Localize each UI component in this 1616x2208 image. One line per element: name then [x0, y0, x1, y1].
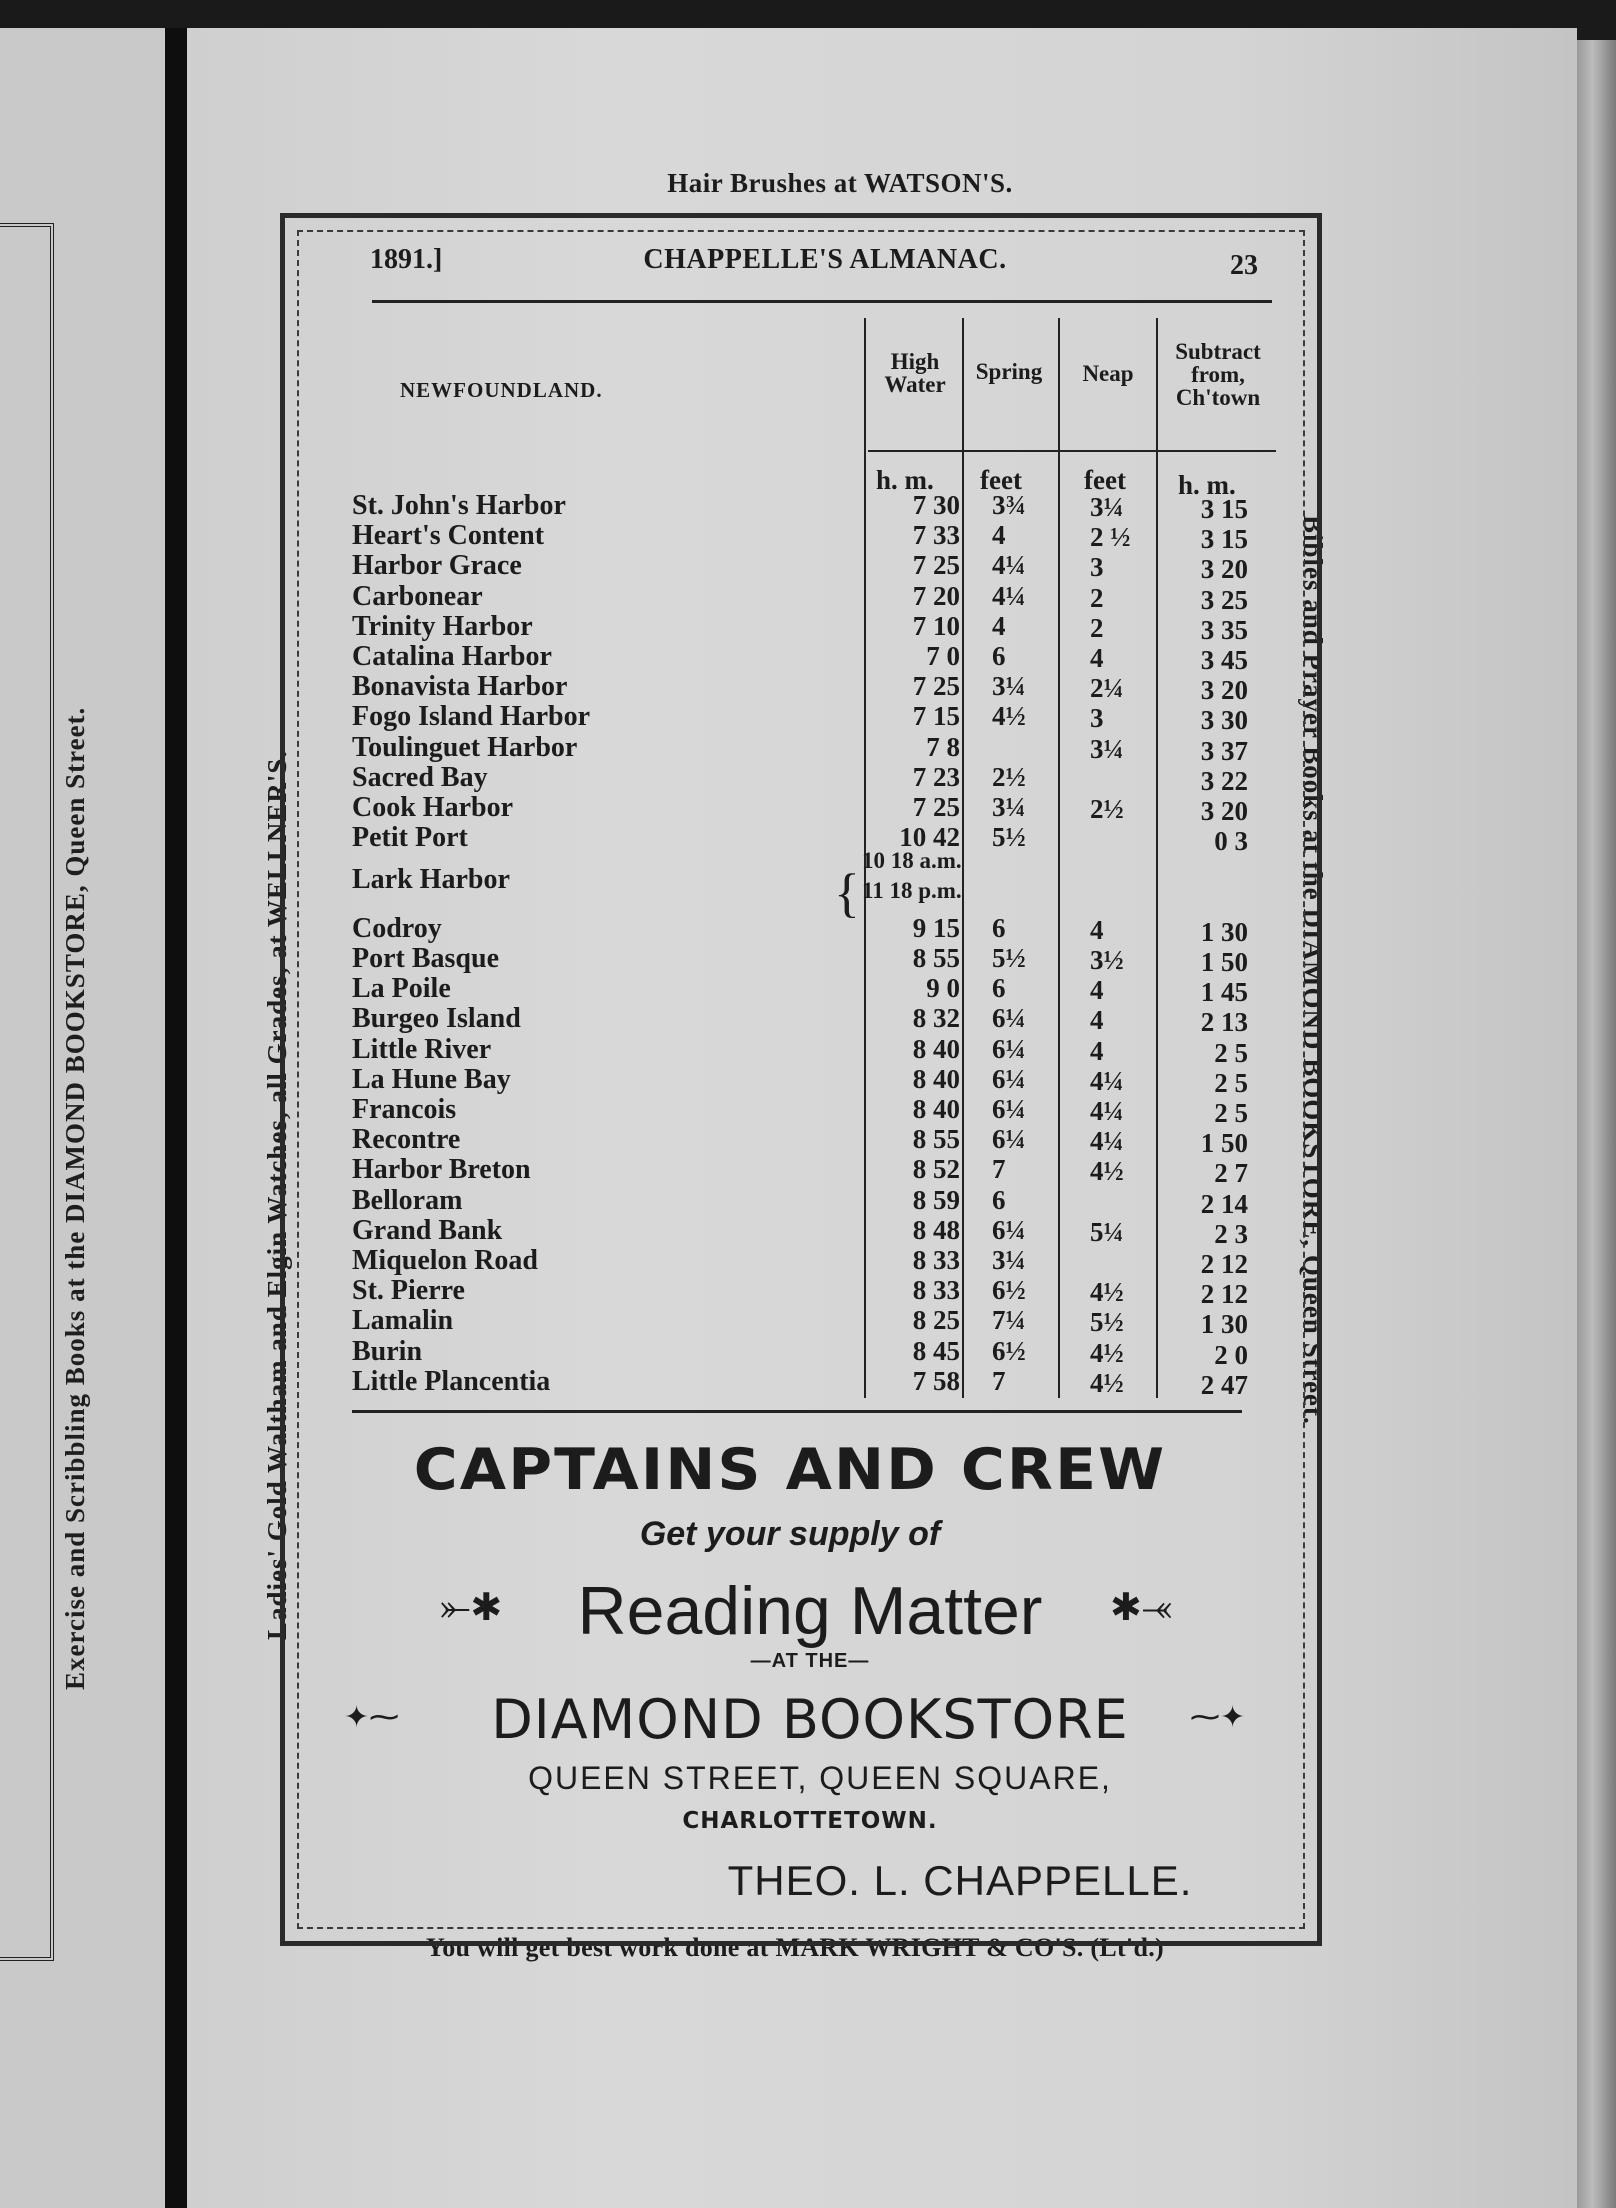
subtract-time: 3 15 [1200, 524, 1248, 555]
col-neap: Neap [1082, 361, 1134, 386]
header-rule [372, 300, 1272, 303]
column-rule [1058, 318, 1060, 1398]
spring-height: 3¼ [992, 792, 1026, 822]
subtract-time: 2 12 [1200, 1279, 1248, 1310]
header-ad: Hair Brushes at WATSON'S. [667, 168, 1013, 198]
high-water-time: 7 10 [912, 610, 960, 641]
port-name: Petit Port [352, 822, 468, 854]
port-name: Fogo Island Harbor [352, 701, 591, 733]
high-water-time: 8 45 [912, 1335, 960, 1366]
subtract-time: 2 47 [1200, 1369, 1248, 1400]
neap-height: 4½ [1090, 1156, 1124, 1187]
port-name: Carbonear [352, 580, 483, 612]
neap-height: 4¼ [1090, 1126, 1124, 1157]
subtract-time: 2 0 [1214, 1339, 1248, 1370]
ad-at-the: —AT THE— [750, 1650, 870, 1672]
port-name: Francois [352, 1094, 457, 1125]
spring-height: 4¼ [992, 550, 1026, 581]
port-name: St. John's Harbor [352, 490, 566, 521]
spine-ad-right: Bibles and Prayer Books at the DIAMOND BOOKSTORE, Queen Street. [1298, 515, 1328, 1425]
left-page-border [0, 223, 54, 1961]
port-name: St. Pierre [352, 1275, 465, 1307]
port-name: Trinity Harbor [352, 610, 533, 642]
port-name: Harbor Grace [352, 550, 522, 582]
column-rule [1156, 318, 1158, 1398]
high-water-time: 7 25 [912, 671, 960, 702]
ad-city: CHARLOTTETOWN. [682, 1808, 938, 1834]
subtract-time: 1 50 [1200, 1128, 1248, 1159]
spring-height: 6¼ [992, 1094, 1026, 1124]
spring-height: 6 [992, 1184, 1006, 1215]
spring-height: 4½ [992, 701, 1026, 732]
spring-height: 4 [992, 520, 1006, 551]
port-name: Burgeo Island [352, 1003, 521, 1035]
page-year: 1891.] [370, 244, 443, 275]
spring-height: 7 [992, 1154, 1006, 1185]
neap-height: 3¼ [1090, 492, 1124, 522]
unit-neap: feet [1084, 465, 1126, 495]
high-water-time: 8 25 [912, 1305, 960, 1336]
right-arrow-ornament: ✱⤛ [1110, 1585, 1173, 1629]
unit-spring: feet [980, 465, 1022, 495]
neap-height: 4 [1090, 914, 1104, 945]
high-water-time: 8 40 [912, 1033, 960, 1064]
high-water-time: 7 33 [912, 520, 960, 551]
spring-height: 5½ [992, 943, 1026, 973]
high-water-time: 7 25 [912, 792, 960, 822]
port-name: Heart's Content [352, 520, 545, 552]
port-name: Cook Harbor [352, 792, 513, 823]
high-water-time: 7 8 [926, 731, 960, 762]
high-water-time: 8 55 [912, 1124, 960, 1155]
neap-height: 4 [1090, 975, 1104, 1006]
port-name: La Hune Bay [352, 1063, 511, 1095]
unit-subtract: h. m. [1178, 470, 1236, 500]
neap-height: 4 [1090, 1005, 1104, 1036]
column-rule [962, 318, 964, 1398]
high-water-time: 7 58 [912, 1365, 960, 1396]
subtract-time: 3 35 [1200, 614, 1248, 645]
spine-ad-left: Exercise and Scribbling Books at the DIAMOND BOOKSTORE, Queen Street. [60, 706, 90, 1690]
neap-height: 2½ [1090, 794, 1124, 824]
neap-height: 4½ [1090, 1367, 1124, 1398]
subtract-time: 3 15 [1200, 494, 1248, 524]
spring-height: 2½ [992, 761, 1026, 792]
page-title: CHAPPELLE'S ALMANAC. [643, 244, 1007, 275]
ad-proprietor: THEO. L. CHAPPELLE. [727, 1857, 1193, 1904]
spring-height: 6 [992, 912, 1006, 943]
port-name: Grand Bank [352, 1214, 503, 1246]
high-water-time: 7 20 [912, 580, 960, 611]
spring-height: 6¼ [992, 1003, 1026, 1034]
high-water-am: 10 18 a.m. [862, 848, 962, 874]
high-water-time: 10 42 [899, 822, 960, 853]
subtract-time: 1 30 [1200, 916, 1248, 947]
book-gutter [165, 28, 187, 2208]
unit-rule [868, 450, 1276, 452]
high-water-time: 8 33 [912, 1245, 960, 1275]
neap-height: 4¼ [1090, 1065, 1124, 1096]
high-water-time: 8 32 [912, 1003, 960, 1034]
port-name: Burin [352, 1335, 423, 1367]
lark-brace: { [834, 863, 860, 923]
neap-height: 2 [1090, 612, 1104, 643]
spring-height: 6¼ [992, 1214, 1026, 1245]
spring-height: 6 [992, 973, 1006, 1004]
high-water-time: 7 15 [912, 701, 960, 732]
subtract-time: 3 20 [1200, 796, 1248, 826]
port-name: Lamalin [352, 1305, 454, 1337]
spring-height: 3¼ [992, 1245, 1026, 1275]
subtract-time: 2 5 [1214, 1067, 1248, 1098]
page-number: 23 [1230, 250, 1258, 281]
port-name: Miquelon Road [352, 1245, 538, 1276]
subtract-time: 3 22 [1200, 765, 1248, 796]
high-water-time: 7 23 [912, 761, 960, 792]
subtract-time: 3 30 [1200, 705, 1248, 736]
port-name: Little River [352, 1033, 492, 1065]
port-name: Harbor Breton [352, 1154, 531, 1186]
ad-address: QUEEN STREET, QUEEN SQUARE, [528, 1760, 1112, 1796]
spring-height: 6¼ [992, 1124, 1026, 1155]
subtract-time: 1 45 [1200, 977, 1248, 1008]
spring-height: 3¾ [992, 490, 1026, 520]
neap-height: 3 [1090, 703, 1104, 734]
port-name: La Poile [352, 973, 451, 1005]
subtract-time: 2 14 [1200, 1188, 1248, 1219]
high-water-time: 8 52 [912, 1154, 960, 1185]
port-name: Catalina Harbor [352, 641, 552, 672]
ad-headline: CAPTAINS AND CREW [413, 1437, 1167, 1503]
port-name: Little Plancentia [352, 1365, 551, 1397]
neap-height: 3½ [1090, 945, 1124, 975]
high-water-pm: 11 18 p.m. [862, 878, 962, 904]
spring-height: 4 [992, 610, 1006, 641]
neap-height: 4 [1090, 1035, 1104, 1066]
neap-height: 2 ½ [1090, 522, 1131, 553]
subtract-time: 3 20 [1200, 554, 1248, 585]
spring-height: 7¼ [992, 1305, 1026, 1336]
subtract-time: 2 3 [1214, 1218, 1248, 1249]
footer-ad: You will get best work done at MARK WRIGHT & CO'S. (Lt'd.) [426, 1933, 1164, 1962]
spring-height: 6½ [992, 1335, 1026, 1366]
high-water-time: 8 40 [912, 1094, 960, 1124]
spine-ad-inner: Ladies' Gold Waltham and Elgin Watches, all Grades, at WELLNER'S. [262, 749, 292, 1640]
high-water-time: 9 15 [912, 912, 960, 943]
spring-height: 6¼ [992, 1033, 1026, 1064]
ad-subline: Get your supply of [639, 1515, 941, 1553]
port-name: Toulinguet Harbor [352, 731, 578, 763]
port-name: Lark Harbor [352, 864, 510, 896]
subtract-time: 2 5 [1214, 1037, 1248, 1068]
left-flourish-ornament: ✦⁓ [344, 1700, 400, 1735]
high-water-time: 8 33 [912, 1275, 960, 1306]
subtract-time: 2 12 [1200, 1249, 1248, 1279]
subtract-time: 2 5 [1214, 1098, 1248, 1128]
spring-height: 3¼ [992, 671, 1026, 702]
port-name: Sacred Bay [352, 761, 488, 793]
port-name: Bonavista Harbor [352, 671, 568, 703]
neap-height: 3¼ [1090, 733, 1124, 764]
left-arrow-ornament: ⤜✱ [440, 1585, 503, 1629]
table-bottom-rule [352, 1410, 1242, 1413]
neap-height: 4½ [1090, 1277, 1124, 1308]
region-heading: NEWFOUNDLAND. [400, 378, 603, 402]
right-flourish-ornament: ⁓✦ [1190, 1700, 1246, 1735]
ad-store-name: DIAMOND BOOKSTORE [491, 1688, 1129, 1751]
high-water-time: 7 30 [912, 490, 960, 520]
neap-height: 4½ [1090, 1337, 1124, 1368]
port-name: Belloram [352, 1184, 463, 1216]
subtract-time: 3 20 [1200, 675, 1248, 706]
page-edge [1577, 40, 1616, 2208]
high-water-time: 8 48 [912, 1214, 960, 1245]
high-water-time: 8 59 [912, 1184, 960, 1215]
port-name: Codroy [352, 912, 442, 944]
col-subtract: Subtract from, Ch'town [1175, 339, 1261, 410]
subtract-time: 3 25 [1200, 584, 1248, 615]
high-water-time: 7 25 [912, 550, 960, 581]
neap-height: 2¼ [1090, 673, 1124, 704]
high-water-time: 7 0 [926, 641, 960, 671]
subtract-time: 1 30 [1200, 1309, 1248, 1340]
ad-feature: Reading Matter [577, 1573, 1043, 1649]
spring-height: 5½ [992, 822, 1026, 853]
subtract-time: 2 7 [1214, 1158, 1248, 1189]
col-spring: Spring [975, 359, 1043, 384]
col-high-water: High Water [884, 349, 946, 397]
spring-height: 7 [992, 1365, 1006, 1396]
spring-height: 6¼ [992, 1063, 1026, 1094]
neap-height: 4 [1090, 643, 1104, 673]
high-water-time: 8 55 [912, 943, 960, 973]
spring-height: 6 [992, 641, 1006, 671]
spring-height: 6½ [992, 1275, 1026, 1306]
subtract-time: 3 45 [1200, 645, 1248, 675]
subtract-time: 2 13 [1200, 1007, 1248, 1038]
neap-height: 2 [1090, 582, 1104, 613]
neap-height: 3 [1090, 552, 1104, 583]
subtract-time: 0 3 [1214, 826, 1248, 857]
spring-height: 4¼ [992, 580, 1026, 611]
unit-high-water: h. m. [876, 465, 934, 495]
neap-height: 4¼ [1090, 1096, 1124, 1126]
neap-height: 5¼ [1090, 1216, 1124, 1247]
port-name: Port Basque [352, 943, 499, 974]
high-water-time: 8 40 [912, 1063, 960, 1094]
subtract-time: 1 50 [1200, 947, 1248, 977]
high-water-time: 9 0 [926, 973, 960, 1004]
port-name: Recontre [352, 1124, 461, 1156]
neap-height: 5½ [1090, 1307, 1124, 1338]
subtract-time: 3 37 [1200, 735, 1248, 766]
